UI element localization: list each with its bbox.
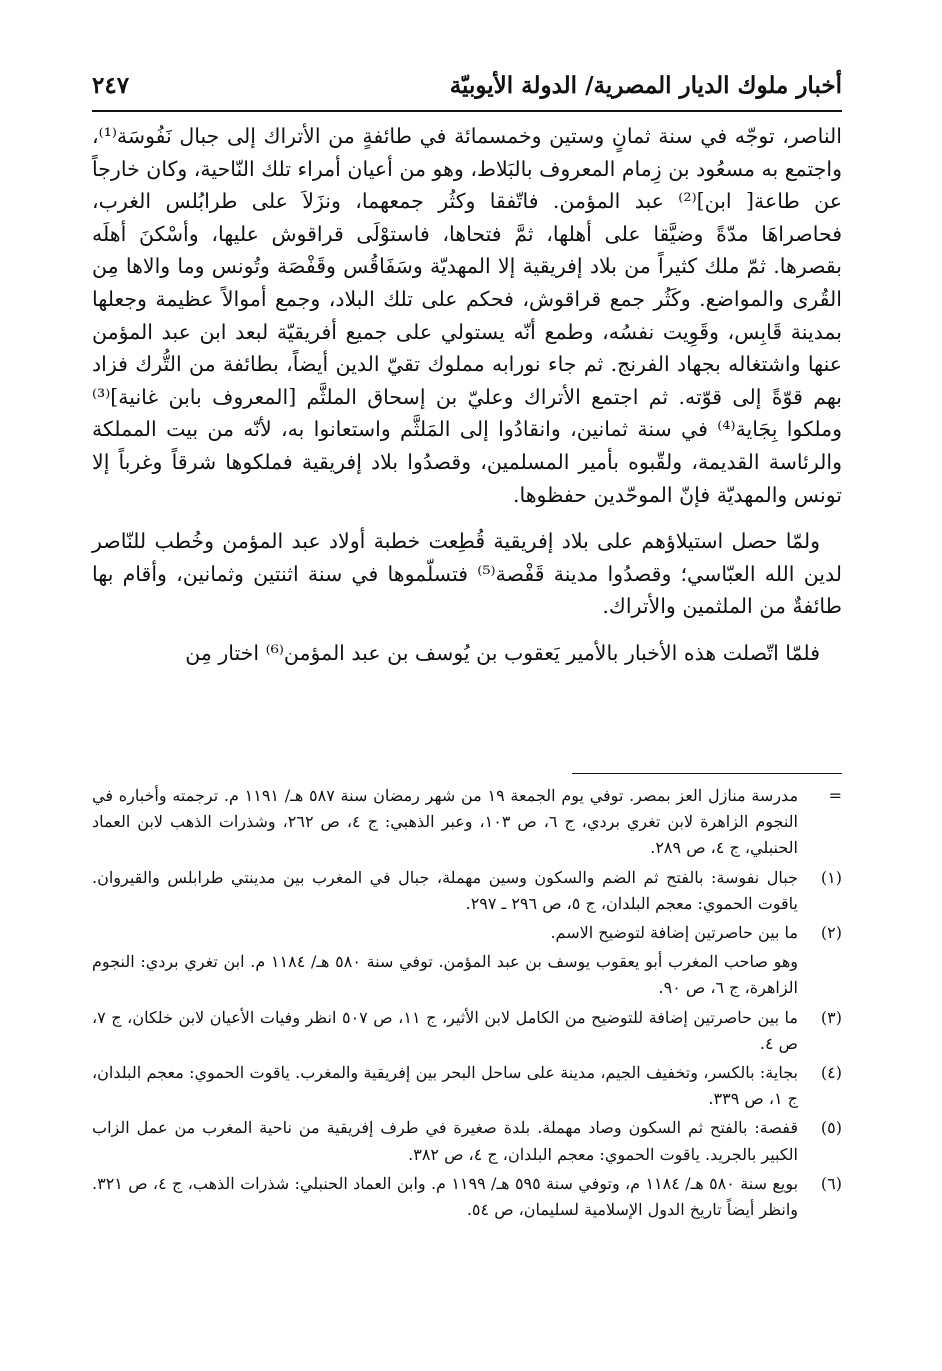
footnote xyxy=(92,783,842,862)
footnote-text: وهو صاحب المغرب أبو يعقوب يوسف بن عبد المؤمن. توفي سنة ٥٨٠ هـ/ ١١٨٤ م. ابن تغري بردي: النجوم الزاهرة، ج ٦، ص ٩٠. xyxy=(92,952,799,998)
footnote-number: (٥) xyxy=(820,1118,842,1138)
footnote xyxy=(92,1171,842,1223)
paragraph: الناصر، توجّه في سنة ثمانٍ وستين وخمسمائة في طائفةٍ من الأتراك إلى جبال نَفُوسَة⁽¹⁾، واجتمع به مسعُود بن زِمام المعروف بالبَلاط، وهو من أعيان أمراء تلك النّاحية، وكان خارجاً عن طاعة[ ابن]⁽²⁾ عبد المؤمن. فاتّفقا وكثُر جمعهما، ونزَلاَ على طرابُلس الغرب، فحاصراهَا مدّةً وضيَّقا على أهلها، ثمَّ فتحاها، فاستوْلَى قراقوش عليها، وأسْكنَ أهلَه بقصرها. ثمّ ملك كثيراً من بلاد إفريقية إلا المهديّة وسَفَاقُس وقَفْصَة وتُونس وما والاها مِن القُرى والمواضع. وكَثُر جمع قراقوش، فحكم على تلك البلاد، وجمع أموالاً عظيمة وجعلها بمدينة قَابِس، وقَوِيت نفسُه، وطمع أنّه يستولي على جميع أفريقيّة لبعد ابن عبد المؤمن عنها واشتغاله بجهاد الفرنج. ثم جاء نورابه مملوك تقيّ الدين أيضاً، بطائفة من التُّرك فزاد بهم قوّةً إلى قوّته. ثم اجتمع الأتراك وعليّ بن إسحاق الملثَّم [المعروف بابن غانية]⁽³⁾ وملكوا بِجَاية⁽⁴⁾ في سنة ثمانين، وانقادُوا إلى المَلثَّم واستعانوا به، لأنّه من بيت المملكة والرئاسة القديمة، ولقّبوه بأمير المسلمين، وقصدُوا بلاد إفريقية فملكوها شرقاً وغرباً إلا تونس والمهديّة فإنّ الموحّدين حفظوها. xyxy=(92,124,842,507)
footnote-number: (٢) xyxy=(820,923,842,943)
footnote xyxy=(92,865,842,917)
footnote-text: مدرسة منازل العز بمصر. توفي يوم الجمعة ١٩ من شهر رمضان سنة ٥٨٧ هـ/ ١١٩١ م. ترجمته وأخباره في النجوم الزاهرة لابن تغري بردي، ج ٦، ص ١٠٣، وعبر الذهبي: ج ٤، ص ٢٦٢، وشذرات الذهب لابن العماد الحنبلي، ج ٤، ص ٢٨٩. xyxy=(92,786,799,858)
footnote-number: (١) xyxy=(820,867,842,887)
running-title: أخبار ملوك الديار المصرية/ الدولة الأيوبيّة xyxy=(449,72,842,99)
footnote-text: بجاية: بالكسر، وتخفيف الجيم، مدينة على ساحل البحر بين إفريقية والمغرب. ياقوت الحموي: معجم البلدان، ج ١، ص ٣٣٩. xyxy=(92,1063,798,1109)
footnote-separator xyxy=(572,773,842,774)
footnote-number: = xyxy=(828,786,842,805)
footnote xyxy=(92,1115,842,1167)
paragraph: فلمّا اتّصلت هذه الأخبار بالأمير يَعقوب بن يُوسف بن عبد المؤمن⁽⁶⁾ اختار مِن xyxy=(185,640,820,665)
footnote xyxy=(92,1005,842,1057)
footnote-text: ما بين حاصرتين إضافة لتوضيح الاسم. xyxy=(550,923,798,943)
footnote-number: (٤) xyxy=(820,1063,842,1083)
footnote-number: (٣) xyxy=(820,1007,842,1027)
footnote-text: ما بين حاصرتين إضافة للتوضيح من الكامل لابن الأثير، ج ١١، ص ٥٠٧ انظر وفيات الأعيان لابن خلكان، ج ٧، ص ٤. xyxy=(92,1007,798,1053)
footnote xyxy=(92,1060,842,1112)
footnote-text: قفصة: بالفتح ثم السكون وصاد مهملة. بلدة صغيرة في طرف إفريقية من ناحية المغرب من عمل الزاب الكبير بالجريد. ياقوت الحموي: معجم البلدان، ج ٤، ص ٣٨٢. xyxy=(92,1118,798,1164)
footnotes xyxy=(92,783,842,1226)
footnote xyxy=(92,920,842,946)
footnote-text: جبال نفوسة: بالفتح ثم الضم والسكون وسين مهملة، جبال في المغرب بين مدينتي طرابلس والقيروان. ياقوت الحموي: معجم البلدان، ج ٥، ص ٢٩٦ ـ ٢٩٧. xyxy=(92,867,798,913)
footnote xyxy=(92,949,842,1001)
page-header xyxy=(92,66,842,112)
main-text xyxy=(92,120,842,670)
paragraph: ولمّا حصل استيلاؤهم على بلاد إفريقية قُطِعت خطبة أولاد عبد المؤمن وخُطب للنّاصر لدين الله العبّاسي؛ وقصدُوا مدينة قَفْصة⁽⁵⁾ فتسلّموها في سنة اثنتين وثمانين، وأقام بها طائفةٌ من الملثمين والأتراك. xyxy=(92,529,843,619)
page-number: ٢٤٧ xyxy=(92,72,130,99)
footnote-text: بويع سنة ٥٨٠ هـ/ ١١٨٤ م، وتوفي سنة ٥٩٥ هـ/ ١١٩٩ م. وابن العماد الحنبلي: شذرات الذهب، ج ٤، ص ٣٢١. وانظر أيضاً تاريخ الدول الإسلامية لسليمان، ص ٥٤. xyxy=(92,1173,799,1220)
footnote-number: (٦) xyxy=(820,1173,842,1193)
